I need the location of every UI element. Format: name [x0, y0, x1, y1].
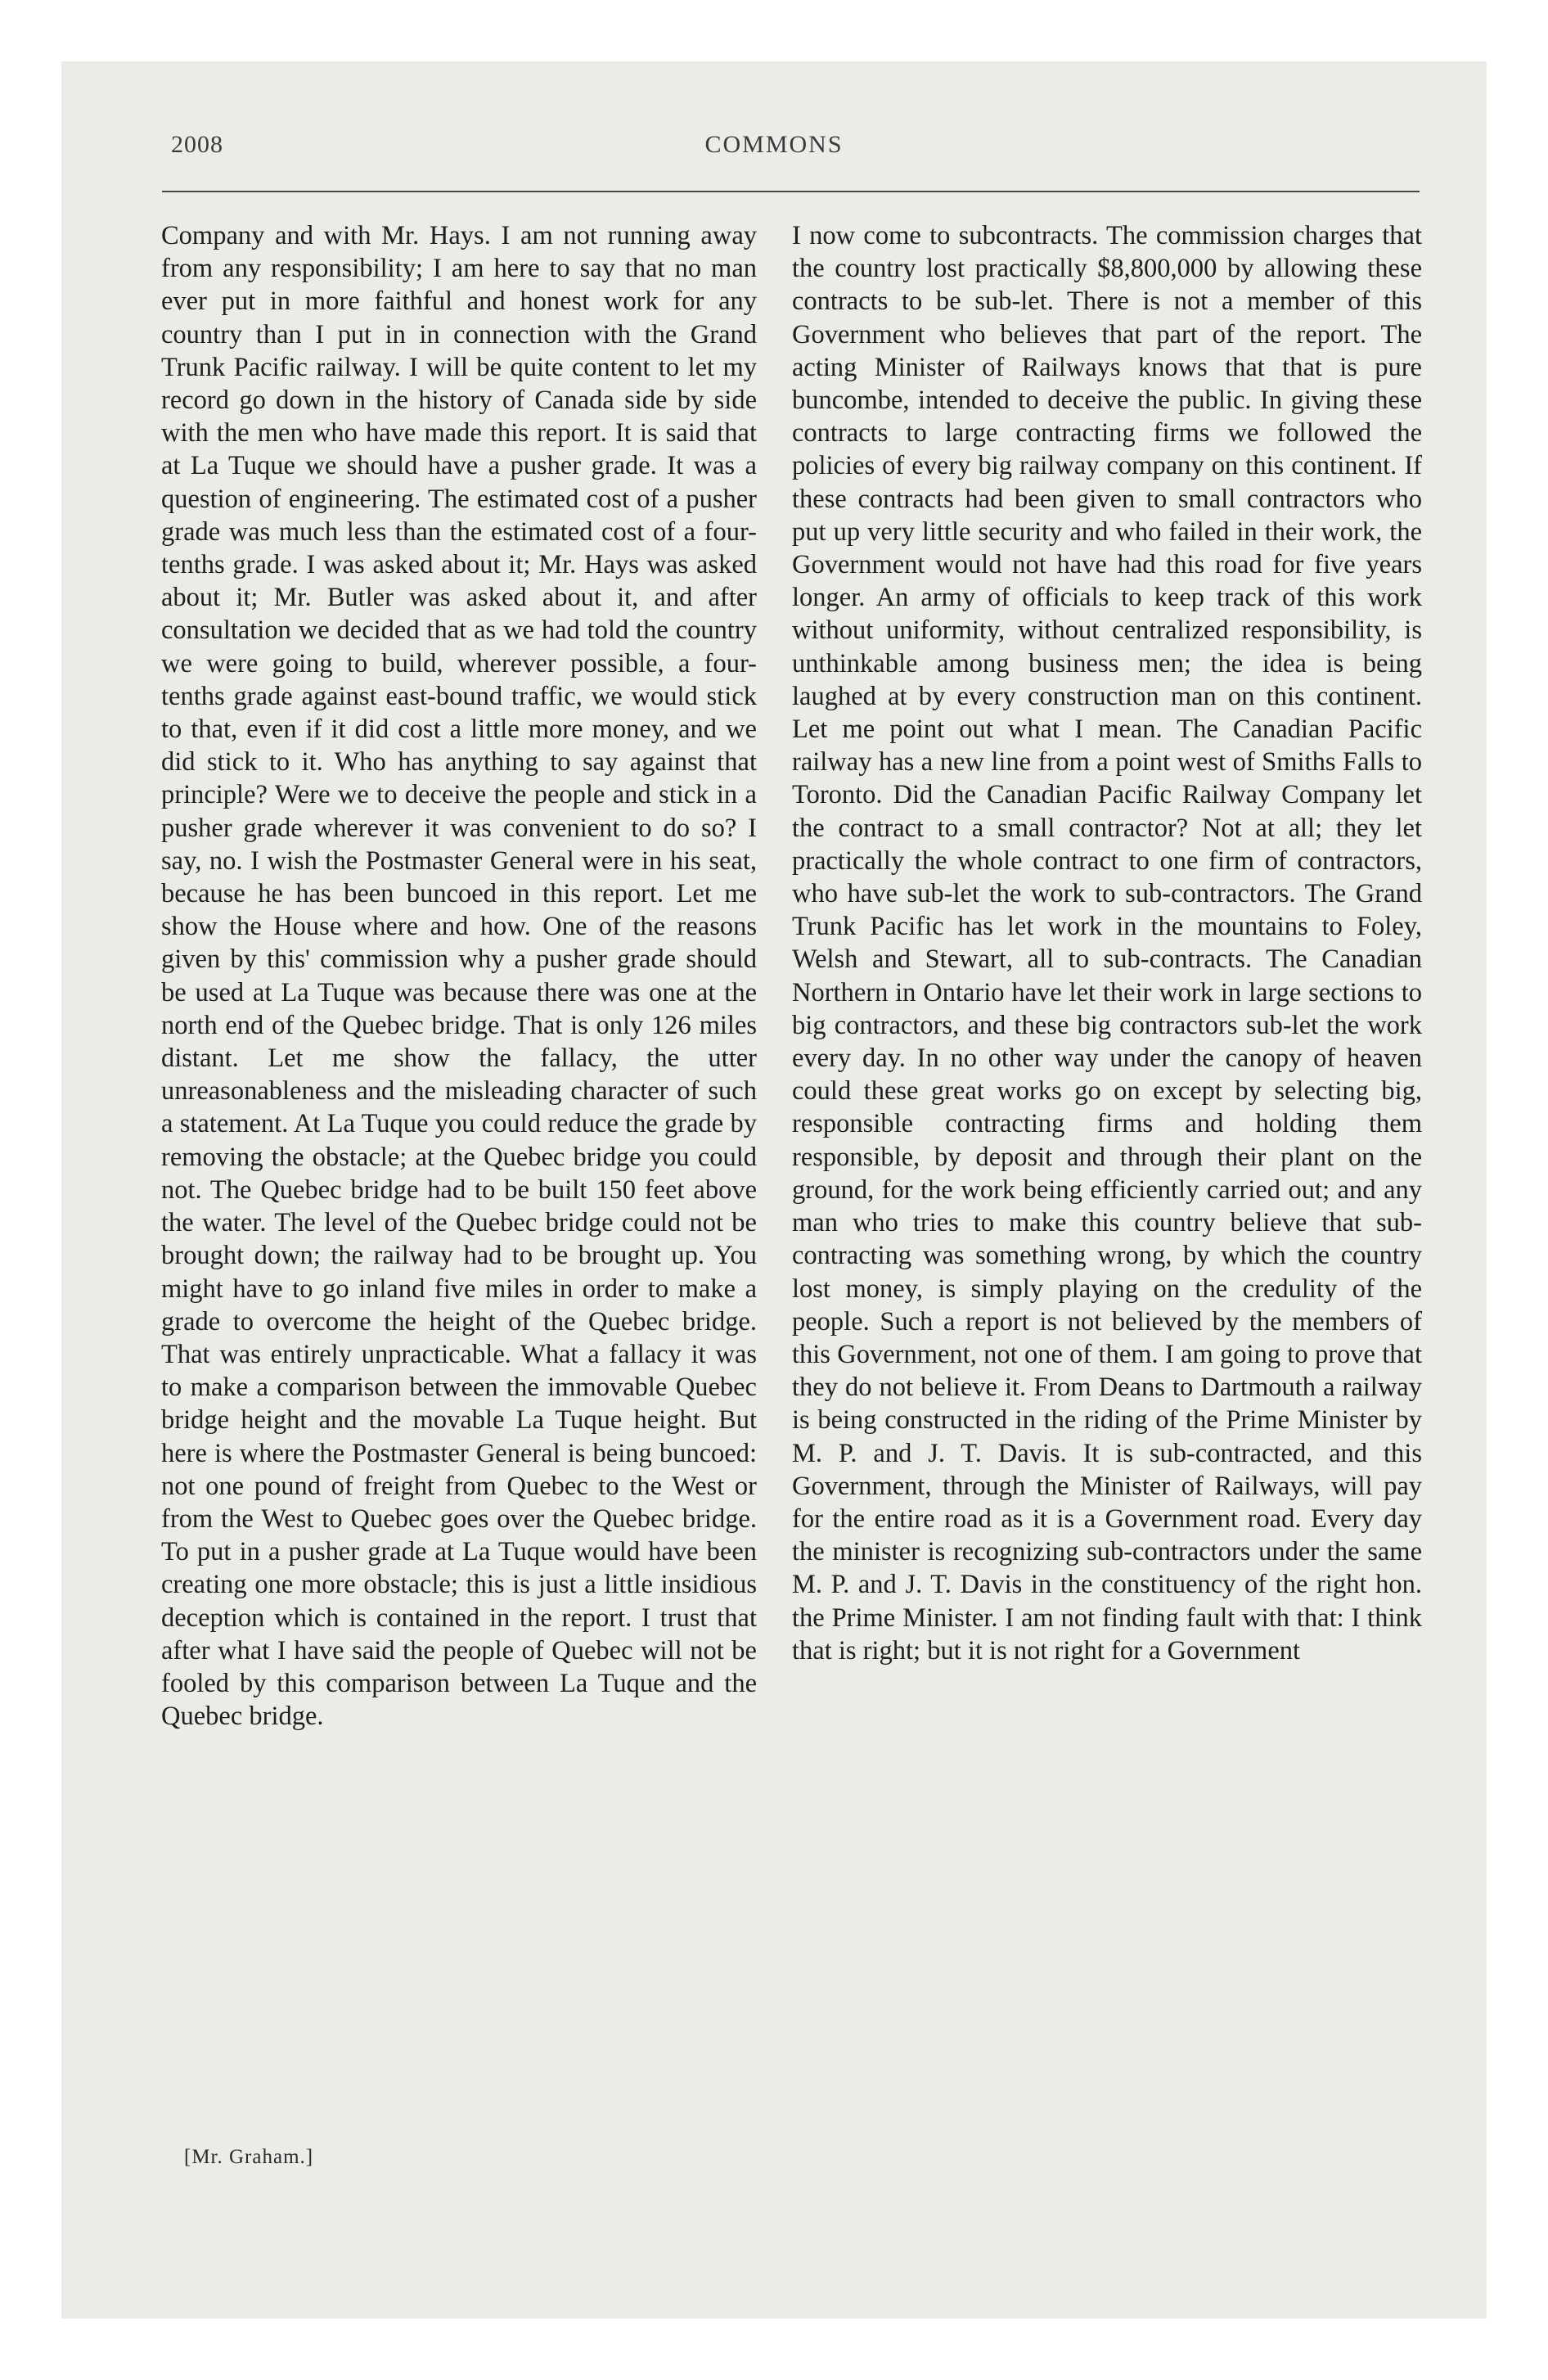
- speaker-attribution: [Mr. Graham.]: [184, 2146, 314, 2168]
- header-rule: [162, 191, 1420, 192]
- left-column-text: Company and with Mr. Hays. I am not running away from any responsibility; I am here to say that no man ever put in more faithful and honest work for any country than I put in in connection with the Grand Trunk Pacific railway. I will be quite content to let my record go down in the history of Canada side by side with the men who have made this report. It is said that at La Tuque we should have a pusher grade. It was a question of engineering. The estimated cost of a pusher grade was much less than the estimated cost of a four-tenths grade. I was asked about it; Mr. Hays was asked about it; Mr. Butler was asked about it, and after consultation we decided that as we had told the country we were going to build, wherever possible, a four-tenths grade against east-bound traffic, we would stick to that, even if it did cost a little more money, and we did stick to it. Who has anything to say against that principle? Were we to deceive the people and stick in a pusher grade wherever it was convenient to do so? I say, no. I wish the Postmaster General were in his seat, because he has been buncoed in this report. Let me show the House where and how. One of the reasons given by this' commission why a pusher grade should be used at La Tuque was because there was one at the north end of the Quebec bridge. That is only 126 miles distant. Let me show the fallacy, the utter unreasonableness and the misleading character of such a statement. At La Tuque you could reduce the grade by removing the obstacle; at the Quebec bridge you could not. The Quebec bridge had to be built 150 feet above the water. The level of the Quebec bridge could not be brought down; the railway had to be brought up. You might have to go inland five miles in order to make a grade to overcome the height of the Quebec bridge. That was entirely unpracticable. What a fallacy it was to make a comparison between the immovable Quebec bridge height and the movable La Tuque height. But here is where the Postmaster General is being buncoed: not one pound of freight from Quebec to the West or from the West to Quebec goes over the Quebec bridge. To put in a pusher grade at La Tuque would have been creating one more obstacle; this is just a little insidious deception which is contained in the report. I trust that after what I have said the people of Quebec will not be fooled by this comparison between La Tuque and the Quebec bridge.: [161, 221, 757, 1732]
- right-column: [792, 219, 1422, 1667]
- left-column: [161, 219, 757, 1733]
- running-head: COMMONS: [704, 131, 844, 158]
- page-number: 2008: [171, 131, 223, 158]
- right-column-text: I now come to subcontracts. The commission charges that the country lost practically $8,800,000 by allowing these contracts to be sub-let. There is not a member of this Government who believes that part of the report. The acting Minister of Railways knows that that is pure buncombe, intended to deceive the public. In giving these contracts to large contracting firms we followed the policies of every big railway company on this continent. If these contracts had been given to small contractors who put up very little security and who failed in their work, the Government would not have had this road for five years longer. An army of officials to keep track of this work without uniformity, without centralized responsibility, is unthinkable among business men; the idea is being laughed at by every construction man on this continent. Let me point out what I mean. The Canadian Pacific railway has a new line from a point west of Smiths Falls to Toronto. Did the Canadian Pacific Railway Company let the contract to a small contractor? Not at all; they let practically the whole contract to one firm of contractors, who have sub-let the work to sub-contractors. The Grand Trunk Pacific has let work in the mountains to Foley, Welsh and Stewart, all to sub-contracts. The Canadian Northern in Ontario have let their work in large sections to big contractors, and these big contractors sub-let the work every day. In no other way under the canopy of heaven could these great works go on except by selecting big, responsible contracting firms and holding them responsible, by deposit and through their plant on the ground, for the work being efficiently carried out; and any man who tries to make this country believe that sub-contracting was something wrong, by which the country lost money, is simply playing on the credulity of the people. Such a report is not believed by the members of this Government, not one of them. I am going to prove that they do not believe it. From Deans to Dartmouth a railway is being constructed in the riding of the Prime Minister by M. P. and J. T. Davis. It is sub-contracted, and this Government, through the Minister of Railways, will pay for the entire road as it is a Government road. Every day the minister is recognizing sub-contractors under the same M. P. and J. T. Davis in the constituency of the right hon. the Prime Minister. I am not finding fault with that: I think that is right; but it is not right for a Government: [792, 221, 1422, 1666]
